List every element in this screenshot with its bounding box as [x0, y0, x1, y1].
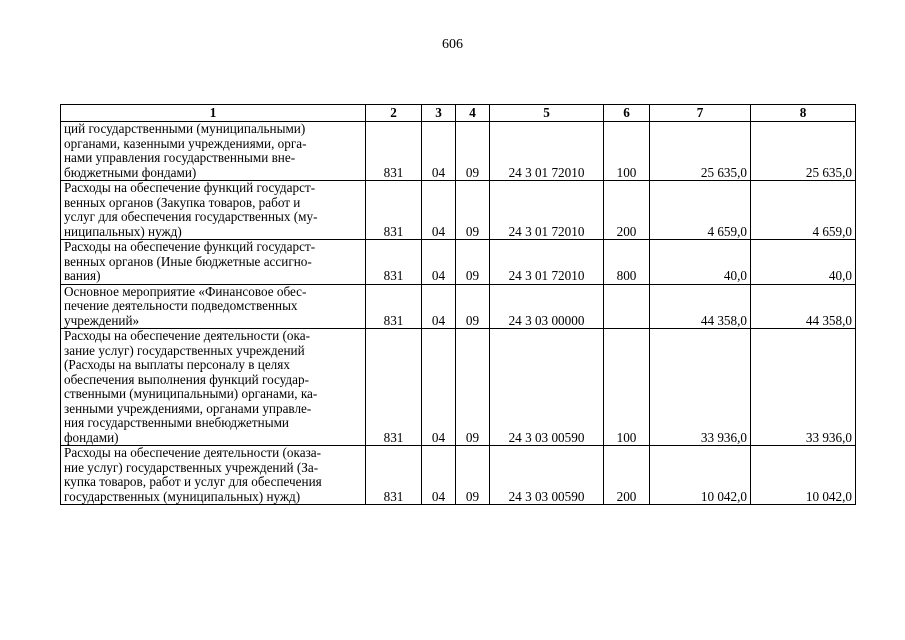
- table-row: [61, 240, 856, 285]
- amount-col8: 40,0: [751, 240, 856, 285]
- admin-code: 831: [366, 240, 422, 285]
- section-code: 04: [422, 284, 456, 329]
- row-description: Основное мероприятие «Финансовое обес- печение деятельности подведомственных учреждений»: [61, 284, 366, 329]
- target-article: 24 3 03 00590: [490, 446, 604, 505]
- table-row: [61, 446, 856, 505]
- expense-type: 100: [604, 329, 650, 446]
- row-description: Расходы на обеспечение функций государст- венных органов (Закупка товаров, работ и услуг для обеспечения государственных (му- ниципальных) нужд): [61, 181, 366, 240]
- amount-col7: 33 936,0: [650, 329, 751, 446]
- section-code: 04: [422, 329, 456, 446]
- header-cell-4: 4: [456, 105, 490, 122]
- amount-col8: 4 659,0: [751, 181, 856, 240]
- subsection-code: 09: [456, 181, 490, 240]
- page-number: 606: [442, 37, 463, 52]
- expense-type: 200: [604, 181, 650, 240]
- row-description: Расходы на обеспечение деятельности (ока- зание услуг) государственных учреждений (Расходы на выплаты персоналу в целях обеспечения выполнения функций государ- ственными (муниципальными) органами, ка- зенными учреждениями, органами управле- ния государственными внебюджетными фондами): [61, 329, 366, 446]
- amount-col8: 25 635,0: [751, 122, 856, 181]
- admin-code: 831: [366, 181, 422, 240]
- amount-col8: 33 936,0: [751, 329, 856, 446]
- row-description: Расходы на обеспечение деятельности (оказа- ние услуг) государственных учреждений (За- купка товаров, работ и услуг для обеспечения государственных (муниципальных) нужд): [61, 446, 366, 505]
- subsection-code: 09: [456, 240, 490, 285]
- section-code: 04: [422, 446, 456, 505]
- row-description: Расходы на обеспечение функций государст- венных органов (Иные бюджетные ассигно- вания): [61, 240, 366, 285]
- header-cell-7: 7: [650, 105, 751, 122]
- subsection-code: 09: [456, 446, 490, 505]
- header-cell-5: 5: [490, 105, 604, 122]
- target-article: 24 3 01 72010: [490, 240, 604, 285]
- table-row: [61, 284, 856, 329]
- section-code: 04: [422, 181, 456, 240]
- section-code: 04: [422, 122, 456, 181]
- target-article: 24 3 01 72010: [490, 181, 604, 240]
- table-row: [61, 122, 856, 181]
- admin-code: 831: [366, 284, 422, 329]
- section-code: 04: [422, 240, 456, 285]
- amount-col7: 25 635,0: [650, 122, 751, 181]
- header-cell-1: 1: [61, 105, 366, 122]
- expense-type: 200: [604, 446, 650, 505]
- header-cell-3: 3: [422, 105, 456, 122]
- header-cell-8: 8: [751, 105, 856, 122]
- amount-col8: 44 358,0: [751, 284, 856, 329]
- amount-col7: 44 358,0: [650, 284, 751, 329]
- expense-type: [604, 284, 650, 329]
- expense-type: 800: [604, 240, 650, 285]
- target-article: 24 3 01 72010: [490, 122, 604, 181]
- header-cell-2: 2: [366, 105, 422, 122]
- target-article: 24 3 03 00000: [490, 284, 604, 329]
- admin-code: 831: [366, 122, 422, 181]
- subsection-code: 09: [456, 122, 490, 181]
- table-row: [61, 329, 856, 446]
- subsection-code: 09: [456, 329, 490, 446]
- admin-code: 831: [366, 446, 422, 505]
- table-row: [61, 181, 856, 240]
- header-row: [61, 105, 856, 122]
- expense-type: 100: [604, 122, 650, 181]
- admin-code: 831: [366, 329, 422, 446]
- row-description: ций государственными (муниципальными) органами, казенными учреждениями, орга- нами управления государственными вне- бюджетными фондами): [61, 122, 366, 181]
- amount-col7: 40,0: [650, 240, 751, 285]
- target-article: 24 3 03 00590: [490, 329, 604, 446]
- budget-table: [60, 104, 856, 505]
- amount-col8: 10 042,0: [751, 446, 856, 505]
- subsection-code: 09: [456, 284, 490, 329]
- amount-col7: 4 659,0: [650, 181, 751, 240]
- header-cell-6: 6: [604, 105, 650, 122]
- amount-col7: 10 042,0: [650, 446, 751, 505]
